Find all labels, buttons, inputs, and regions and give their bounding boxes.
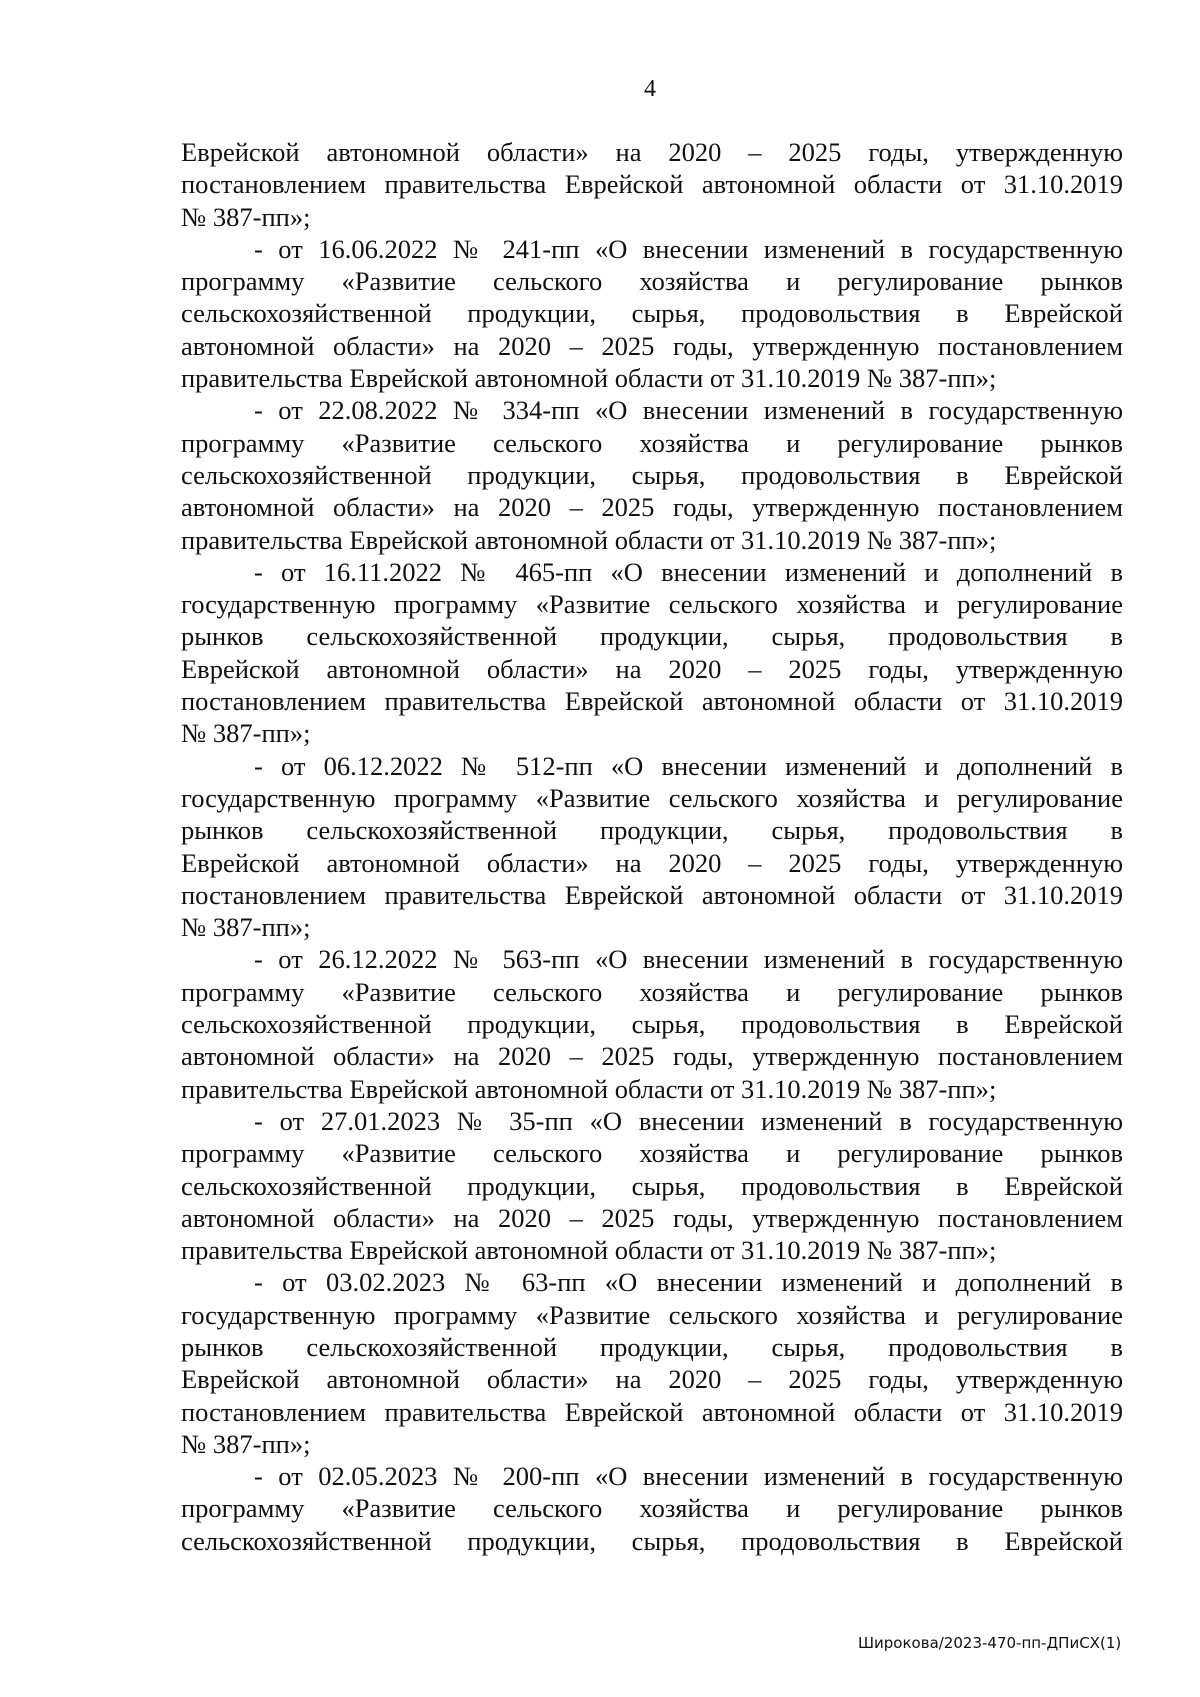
text-line: государственную программу «Развитие сельского хозяйства и регулирование: [181, 589, 1123, 620]
document-body: [181, 136, 1123, 1557]
paragraph: [181, 556, 1123, 750]
text-line: программу «Развитие сельского хозяйства и регулирование рынков: [181, 976, 1123, 1007]
text-line: правительства Еврейской автономной области от 31.10.2019 № 387-пп»;: [181, 363, 997, 394]
text-line: программу «Развитие сельского хозяйства и регулирование рынков: [181, 1138, 1123, 1169]
text-line: Еврейской автономной области» на 2020 – 2025 годы, утвержденную: [181, 847, 1123, 878]
text-line: № 387-пп»;: [181, 718, 311, 749]
text-line: Еврейской автономной области» на 2020 – 2025 годы, утвержденную: [181, 137, 1123, 167]
text-line: автономной области» на 2020 – 2025 годы, утвержденную постановлением: [181, 492, 1123, 523]
text-line: постановлением правительства Еврейской автономной области от 31.10.2019: [181, 169, 1123, 200]
paragraph: [181, 233, 1123, 394]
text-line: - от 26.12.2022 № 563-пп «О внесении изменений в государственную: [254, 944, 1123, 975]
text-line: № 387-пп»;: [181, 1428, 311, 1459]
paragraph: [181, 1460, 1123, 1557]
text-line: государственную программу «Развитие сельского хозяйства и регулирование: [181, 782, 1123, 813]
text-line: программу «Развитие сельского хозяйства и регулирование рынков: [181, 427, 1123, 458]
text-line: автономной области» на 2020 – 2025 годы, утвержденную постановлением: [181, 330, 1123, 361]
text-line: - от 02.05.2023 № 200-пп «О внесении изменений в государственную: [254, 1461, 1123, 1492]
text-line: государственную программу «Развитие сельского хозяйства и регулирование: [181, 1299, 1123, 1330]
text-line: сельскохозяйственной продукции, сырья, продовольствия в Еврейской: [181, 1009, 1123, 1040]
text-line: Еврейской автономной области» на 2020 – 2025 годы, утвержденную: [181, 653, 1123, 684]
page-number: 4: [644, 76, 656, 102]
text-line: постановлением правительства Еврейской автономной области от 31.10.2019: [181, 879, 1123, 910]
text-line: сельскохозяйственной продукции, сырья, продовольствия в Еврейской: [181, 459, 1123, 490]
text-line: - от 16.06.2022 № 241-пп «О внесении изменений в государственную: [254, 233, 1123, 264]
text-line: рынков сельскохозяйственной продукции, сырья, продовольствия в: [181, 621, 1123, 652]
text-line: правительства Еврейской автономной области от 31.10.2019 № 387-пп»;: [181, 1073, 997, 1104]
text-line: правительства Еврейской автономной области от 31.10.2019 № 387-пп»;: [181, 1235, 997, 1266]
text-line: - от 06.12.2022 № 512-пп «О внесении изменений и дополнений в: [254, 750, 1123, 781]
text-line: сельскохозяйственной продукции, сырья, продовольствия в Еврейской: [181, 1170, 1123, 1201]
text-line: - от 22.08.2022 № 334-пп «О внесении изменений в государственную: [254, 395, 1123, 426]
text-line: сельскохозяйственной продукции, сырья, продовольствия в Еврейской: [181, 1525, 1123, 1556]
text-line: автономной области» на 2020 – 2025 годы, утвержденную постановлением: [181, 1202, 1123, 1233]
text-line: № 387-пп»;: [181, 201, 311, 232]
text-line: - от 27.01.2023 № 35-пп «О внесении изменений в государственную: [254, 1105, 1123, 1136]
paragraph: [181, 750, 1123, 944]
paragraph: [181, 136, 1123, 233]
paragraph: [181, 394, 1123, 555]
text-line: рынков сельскохозяйственной продукции, сырья, продовольствия в: [181, 1331, 1123, 1362]
paragraph: [181, 943, 1123, 1104]
text-line: программу «Развитие сельского хозяйства и регулирование рынков: [181, 1493, 1123, 1524]
text-line: - от 16.11.2022 № 465-пп «О внесении изменений и дополнений в: [254, 556, 1123, 587]
paragraph: [181, 1105, 1123, 1266]
text-line: постановлением правительства Еврейской автономной области от 31.10.2019: [181, 686, 1123, 717]
text-line: - от 03.02.2023 № 63-пп «О внесении изменений и дополнений в: [254, 1267, 1123, 1298]
text-line: рынков сельскохозяйственной продукции, сырья, продовольствия в: [181, 815, 1123, 846]
text-line: правительства Еврейской автономной области от 31.10.2019 № 387-пп»;: [181, 524, 997, 555]
text-line: автономной области» на 2020 – 2025 годы, утвержденную постановлением: [181, 1041, 1123, 1072]
text-line: № 387-пп»;: [181, 912, 311, 943]
text-line: постановлением правительства Еврейской автономной области от 31.10.2019: [181, 1396, 1123, 1427]
text-line: Еврейской автономной области» на 2020 – 2025 годы, утвержденную: [181, 1364, 1123, 1395]
document-footer-reference: Широкова/2023-470-пп-ДПиСХ(1): [858, 1634, 1122, 1652]
paragraph: [181, 1266, 1123, 1460]
text-line: программу «Развитие сельского хозяйства и регулирование рынков: [181, 266, 1123, 297]
text-line: сельскохозяйственной продукции, сырья, продовольствия в Еврейской: [181, 298, 1123, 329]
